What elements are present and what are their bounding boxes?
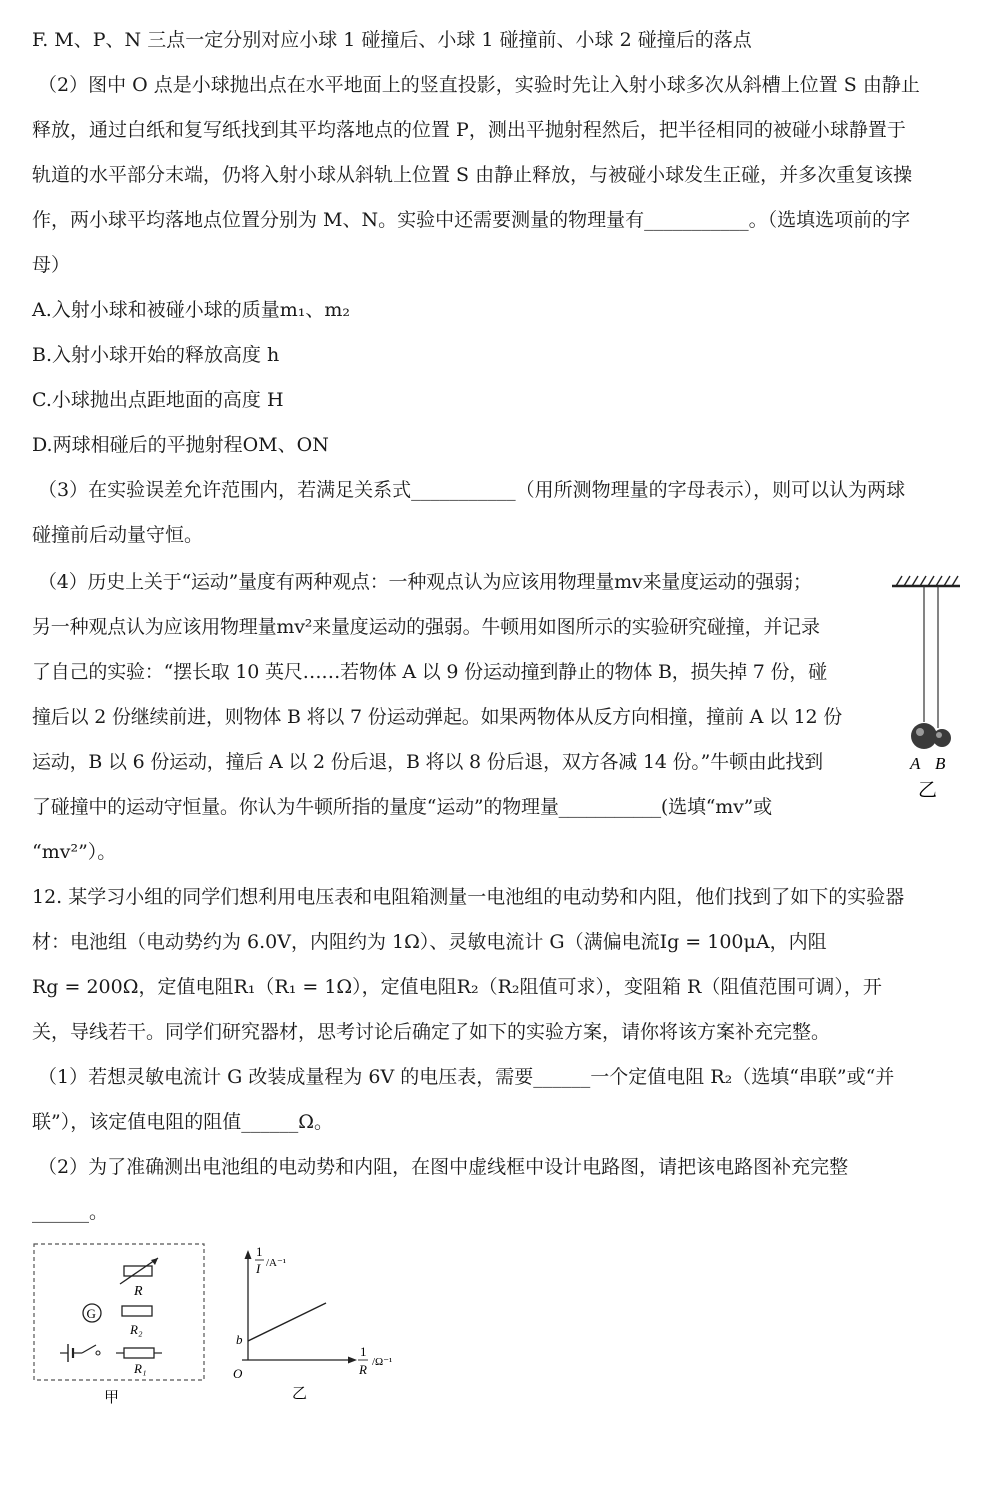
- question-text-line: 碰撞前后动量守恒。: [32, 524, 204, 546]
- resistor-r1-label: R₁: [134, 1361, 147, 1376]
- rheostat-label: R: [134, 1284, 143, 1299]
- question-text-line: 材：电池组（电动势约为 6.0V，内阻约为 1Ω）、灵敏电流计 G（满偏电流Ig = 100μA，内阻: [32, 931, 827, 953]
- ceiling-hatch: [896, 576, 958, 586]
- data-line: [248, 1303, 326, 1341]
- question-part-3: （3）在实验误差允许范围内，若满足关系式___________（用所测物理量的字母表示），则可以认为两球: [38, 479, 906, 501]
- y-axis-unit: /A⁻¹: [266, 1257, 287, 1269]
- question-text-line: 了自己的实验：“摆长取 10 英尺……若物体 A 以 9 份运动撞到静止的物体 B，损失掉 7 份，碰: [32, 661, 827, 683]
- circuit-figure: [30, 1240, 215, 1410]
- ball-b-label: B: [935, 754, 946, 773]
- question-text-line: ______。: [32, 1201, 109, 1223]
- question-12-stem: 12. 某学习小组的同学们想利用电压表和电阻箱测量一电池组的电动势和内阻，他们找到了如下的实验器: [32, 886, 905, 908]
- question-text-line: 释放，通过白纸和复写纸找到其平均落地点的位置 P，测出平抛射程然后，把半径相同的被碰小球静置于: [32, 119, 906, 141]
- origin-label: O: [233, 1366, 243, 1381]
- ball-a-label: A: [910, 754, 921, 773]
- resistor-r2-symbol: [122, 1306, 152, 1316]
- question-text-line: 另一种观点认为应该用物理量mv²来量度运动的强弱。牛顿用如图所示的实验研究碰撞，并记录: [32, 616, 820, 638]
- option-c: C.小球抛出点距地面的高度 H: [32, 389, 284, 411]
- question-part-2: （2）图中 O 点是小球抛出点在水平地面上的竖直投影，实验时先让入射小球多次从斜槽上位置 S 由静止: [38, 74, 920, 96]
- question-text-line: 母）: [32, 254, 71, 276]
- question-text-line: 作，两小球平均落地点位置分别为 M、N。实验中还需要测量的物理量有___________。（选填选项前的字: [32, 209, 911, 231]
- option-f: F. M、P、N 三点一定分别对应小球 1 碰撞后、小球 1 碰撞前、小球 2 碰撞后的落点: [32, 29, 752, 51]
- question-text-line: Rg = 200Ω，定值电阻R₁（R₁ = 1Ω），定值电阻R₂（R₂阻值可求），变阻箱 R（阻值范围可调），开: [32, 976, 882, 998]
- x-axis-unit: /Ω⁻¹: [372, 1356, 393, 1368]
- question-12-part-1: （1）若想灵敏电流计 G 改装成量程为 6V 的电压表，需要______一个定值电阻 R₂（选填“串联”或“并: [38, 1066, 895, 1088]
- figure-caption: 乙: [918, 780, 938, 801]
- graph-caption: 乙: [292, 1386, 308, 1402]
- ball-b: [933, 729, 951, 747]
- x-axis-label-num: 1: [360, 1344, 367, 1359]
- option-d: D.两球相碰后的平抛射程OM、ON: [32, 434, 329, 456]
- question-text-line: “mv²”）。: [32, 841, 117, 863]
- inverse-current-graph: [226, 1240, 411, 1410]
- question-text-line: 关，导线若干。同学们研究器材，思考讨论后确定了如下的实验方案，请你将该方案补充完整。: [32, 1021, 831, 1043]
- question-text-line: 联”），该定值电阻的阻值______Ω。: [32, 1111, 333, 1133]
- intercept-label: b: [236, 1332, 243, 1347]
- circuit-caption: 甲: [104, 1390, 120, 1406]
- dashed-frame: [34, 1244, 204, 1380]
- question-text-line: 轨道的水平部分末端，仍将入射小球从斜轨上位置 S 由静止释放，与被碰小球发生正碰，并多次重复该操: [32, 164, 913, 186]
- question-text-line: 了碰撞中的运动守恒量。你认为牛顿所指的量度“运动”的物理量___________(选填“mv”或: [32, 796, 772, 818]
- resistor-r2-label: R₂: [130, 1322, 143, 1337]
- question-part-4: （4）历史上关于“运动”量度有两种观点：一种观点认为应该用物理量mv来量度运动的强弱；: [38, 571, 812, 593]
- x-axis-label-den: R: [359, 1362, 367, 1377]
- option-a: A.入射小球和被碰小球的质量m₁、m₂: [32, 299, 351, 321]
- resistor-r1-symbol: [124, 1348, 154, 1358]
- galvanometer-label: G: [86, 1306, 96, 1321]
- switch-symbol: [82, 1345, 96, 1353]
- option-b: B.入射小球开始的释放高度 h: [32, 344, 280, 366]
- question-text-line: 运动，B 以 6 份运动，撞后 A 以 2 份后退，B 将以 8 份后退，双方各减 14 份。”牛顿由此找到: [32, 751, 823, 773]
- question-text-line: 撞后以 2 份继续前进，则物体 B 将以 7 份运动弹起。如果两物体从反方向相撞，撞前 A 以 12 份: [32, 706, 843, 728]
- y-axis-label-den: I: [256, 1261, 261, 1276]
- y-axis-label-num: 1: [256, 1244, 263, 1259]
- ball-a: [911, 723, 937, 749]
- question-12-part-2: （2）为了准确测出电池组的电动势和内阻，在图中虚线框中设计电路图，请把该电路图补充完整: [38, 1156, 849, 1178]
- pendulum-figure: [888, 572, 968, 807]
